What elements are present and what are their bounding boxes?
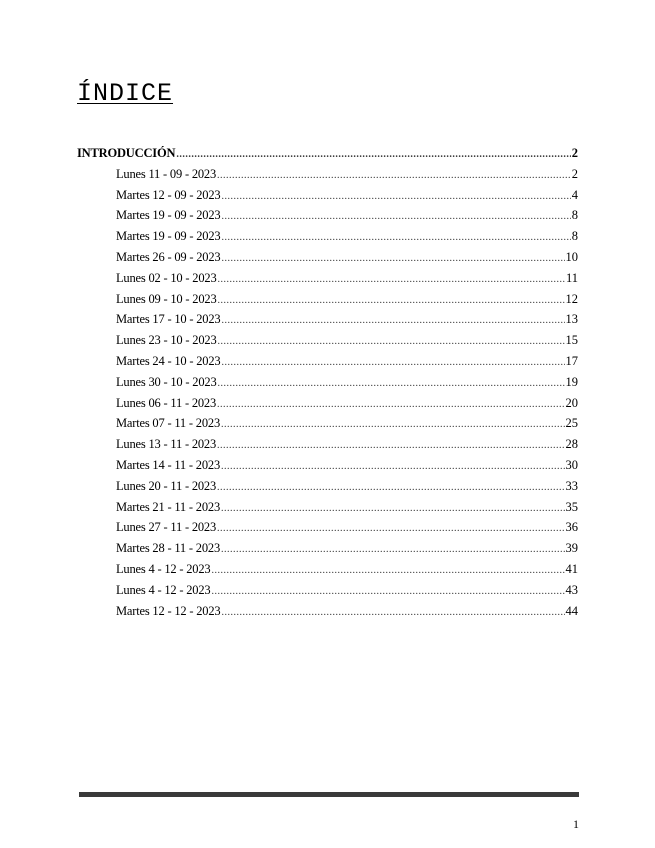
toc-entry[interactable] — [116, 332, 578, 350]
toc-entry-page: 11 — [565, 270, 578, 285]
toc-entry-label: Martes 12 - 12 - 2023 — [116, 603, 221, 618]
toc-dot-leader — [211, 563, 564, 579]
toc-dot-leader — [221, 459, 565, 475]
toc-entry-page: 10 — [565, 250, 578, 264]
footer-rule — [79, 792, 579, 797]
toc-entry[interactable] — [116, 582, 578, 600]
toc-dot-leader — [218, 376, 565, 392]
toc-entry[interactable] — [116, 540, 578, 558]
toc-entry[interactable] — [116, 603, 578, 621]
toc-entry[interactable] — [116, 499, 578, 517]
toc-entry-page: 35 — [565, 499, 578, 514]
toc-entry-label: Lunes 06 - 11 - 2023 — [116, 395, 217, 410]
toc-entry[interactable] — [116, 457, 578, 475]
toc-entry-page: 33 — [565, 478, 578, 493]
toc-entry[interactable] — [116, 478, 578, 496]
toc-dot-leader — [218, 272, 565, 288]
toc-entry-label: Martes 12 - 09 - 2023 — [116, 187, 221, 202]
toc-dot-leader — [221, 209, 570, 225]
toc-entry-label: Lunes 27 - 11 - 2023 — [116, 520, 217, 535]
toc-entry-page: 17 — [565, 354, 578, 368]
toc-entry[interactable] — [116, 395, 578, 413]
toc-entry[interactable] — [116, 353, 578, 371]
toc-dot-leader — [221, 251, 564, 267]
toc-entry-label: Lunes 30 - 10 - 2023 — [116, 374, 217, 389]
toc-dot-leader — [221, 417, 565, 433]
toc-entry[interactable] — [116, 374, 578, 392]
toc-dot-leader — [221, 230, 570, 246]
toc-entry-page: 12 — [565, 291, 578, 306]
toc-entry[interactable] — [116, 228, 578, 246]
toc-entry-label: Martes 26 - 09 - 2023 — [116, 250, 221, 264]
toc-entry-label: Martes 28 - 11 - 2023 — [116, 541, 220, 556]
toc-entry[interactable] — [116, 415, 578, 433]
toc-dot-leader — [217, 168, 571, 184]
toc-entry[interactable] — [116, 187, 578, 205]
toc-entry-label: Martes 21 - 11 - 2023 — [116, 499, 220, 514]
toc-entry[interactable] — [116, 436, 578, 454]
toc-entry-label: Martes 19 - 09 - 2023 — [116, 229, 221, 244]
toc-entry-label: Martes 14 - 11 - 2023 — [116, 458, 220, 472]
toc-entry[interactable] — [116, 270, 578, 288]
toc-entry-page: 30 — [565, 458, 578, 472]
toc-entry-label: INTRODUCCIÓN — [77, 146, 176, 160]
toc-entry-page: 43 — [565, 582, 578, 597]
toc-entry[interactable] — [116, 561, 578, 579]
toc-entry-label: Martes 07 - 11 - 2023 — [116, 416, 220, 431]
toc-entry[interactable] — [116, 207, 578, 225]
toc-entry-page: 15 — [565, 333, 578, 348]
toc-entry-page: 13 — [565, 312, 578, 327]
toc-entry-label: Lunes 20 - 11 - 2023 — [116, 478, 217, 493]
toc-dot-leader — [218, 334, 565, 350]
toc-dot-leader — [221, 501, 565, 517]
toc-entry-page: 44 — [565, 603, 578, 618]
toc-entry-page: 25 — [565, 416, 578, 431]
toc-dot-leader — [211, 584, 564, 600]
toc-entry-page: 28 — [565, 437, 578, 452]
toc-dot-leader — [221, 313, 564, 329]
toc-entry[interactable] — [116, 249, 578, 267]
toc-dot-leader — [176, 147, 570, 163]
toc-dot-leader — [218, 293, 565, 309]
toc-dot-leader — [217, 521, 564, 537]
toc-entry-page: 8 — [571, 229, 578, 244]
toc-heading-entry[interactable] — [77, 145, 578, 163]
toc-entry-page: 36 — [565, 520, 578, 535]
toc-entry-label: Lunes 11 - 09 - 2023 — [116, 166, 217, 181]
toc-dot-leader — [221, 189, 570, 205]
toc-entry-page: 2 — [571, 146, 578, 160]
toc-dot-leader — [217, 397, 564, 413]
toc-entry[interactable] — [116, 166, 578, 184]
toc-dot-leader — [221, 542, 565, 558]
toc-entry-label: Lunes 23 - 10 - 2023 — [116, 333, 217, 348]
page-number: 1 — [573, 817, 579, 831]
toc-dot-leader — [217, 438, 564, 454]
toc-entry[interactable] — [116, 291, 578, 309]
toc-entry-page: 8 — [571, 208, 578, 223]
toc-dot-leader — [217, 480, 564, 496]
toc-entry-label: Lunes 02 - 10 - 2023 — [116, 270, 217, 285]
toc-entry-label: Martes 19 - 09 - 2023 — [116, 208, 221, 223]
toc-entry-label: Lunes 4 - 12 - 2023 — [116, 582, 211, 597]
toc-entry-page: 4 — [571, 187, 578, 202]
toc-entry-label: Martes 24 - 10 - 2023 — [116, 354, 221, 368]
toc-entry-page: 2 — [571, 166, 578, 181]
toc-entry-page: 19 — [565, 374, 578, 389]
toc-entry-page: 39 — [565, 541, 578, 556]
toc-entry-label: Martes 17 - 10 - 2023 — [116, 312, 221, 327]
toc-entry-page: 41 — [565, 562, 578, 576]
toc-entry-label: Lunes 09 - 10 - 2023 — [116, 291, 217, 306]
toc-entry[interactable] — [116, 519, 578, 537]
toc-dot-leader — [221, 605, 564, 621]
index-title: ÍNDICE — [77, 79, 174, 108]
toc-entry-label: Lunes 4 - 12 - 2023 — [116, 562, 211, 576]
toc-entry-page: 20 — [565, 395, 578, 410]
toc-entry-label: Lunes 13 - 11 - 2023 — [116, 437, 217, 452]
toc-entry[interactable] — [116, 311, 578, 329]
toc-dot-leader — [221, 355, 564, 371]
